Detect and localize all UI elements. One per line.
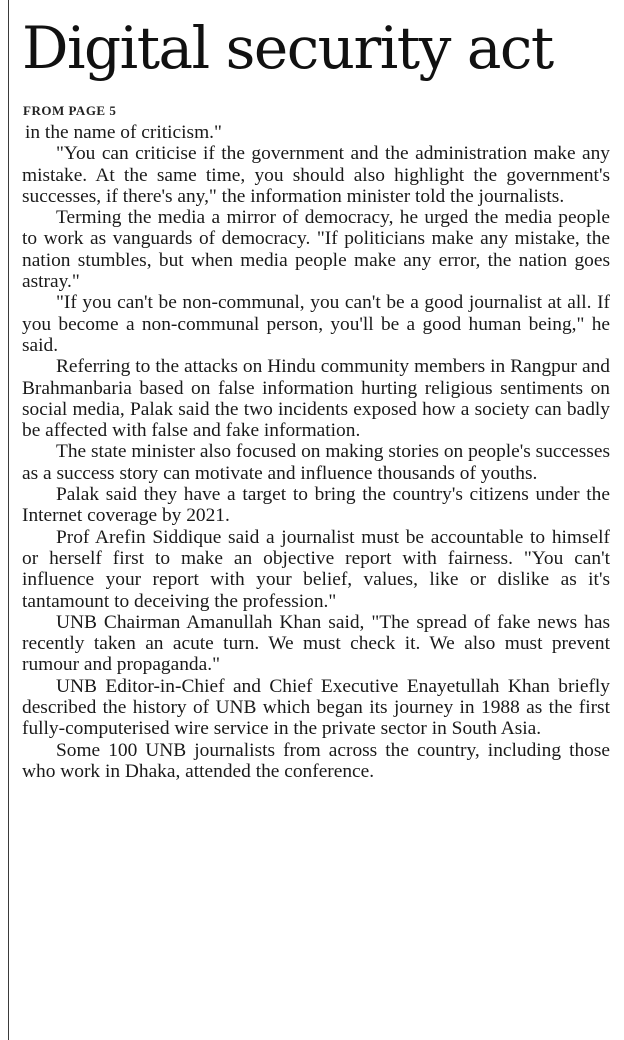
paragraph: "If you can't be non-communal, you can't be a good journalist at all. If you become a non-communal person, you'll be a good human being," he said.	[22, 292, 610, 356]
paragraph: Palak said they have a target to bring the country's citizens under the Internet coverage by 2021.	[22, 484, 610, 527]
paragraph: Some 100 UNB journalists from across the country, including those who work in Dhaka, attended the conference.	[22, 739, 610, 782]
paragraph: Referring to the attacks on Hindu community members in Rangpur and Brahmanbaria based on false information hurting religious sentiments on social media, Palak said the two incidents exposed how a society can badly be affected with false and fake information.	[22, 356, 610, 442]
paragraph-continuation: in the name of criticism."	[25, 122, 222, 143]
column-rule	[8, 0, 9, 1040]
paragraph: Prof Arefin Siddique said a journalist must be accountable to himself or herself first to make an objective report with fairness. "You can't influence your report with your belief, values, like or dislike as it's tantamount to deceiving the profession."	[22, 526, 610, 612]
paragraph: UNB Editor-in-Chief and Chief Executive Enayetullah Khan briefly described the history of UNB which began its journey in 1988 as the first fully-computerised wire service in the private sector in South Asia.	[22, 675, 610, 740]
paragraph: Terming the media a mirror of democracy, he urged the media people to work as vanguards of democracy. "If politicians make any mistake, the nation stumbles, but when media people make any error, the nation goes astray."	[22, 207, 610, 293]
paragraph: "You can criticise if the government and the administration make any mistake. At the same time, you should also highlight the government's successes, if there's any," the information minister told the journalists.	[22, 143, 610, 207]
paragraph: UNB Chairman Amanullah Khan said, "The spread of fake news has recently taken an acute turn. We must check it. We also must prevent rumour and propaganda."	[22, 611, 610, 676]
paragraph: The state minister also focused on making stories on people's successes as a success story can motivate and influence thousands of youths.	[22, 441, 610, 484]
jump-line: FROM PAGE 5	[23, 103, 117, 118]
article-headline: Digital security act	[22, 14, 553, 82]
article-body	[22, 122, 610, 782]
